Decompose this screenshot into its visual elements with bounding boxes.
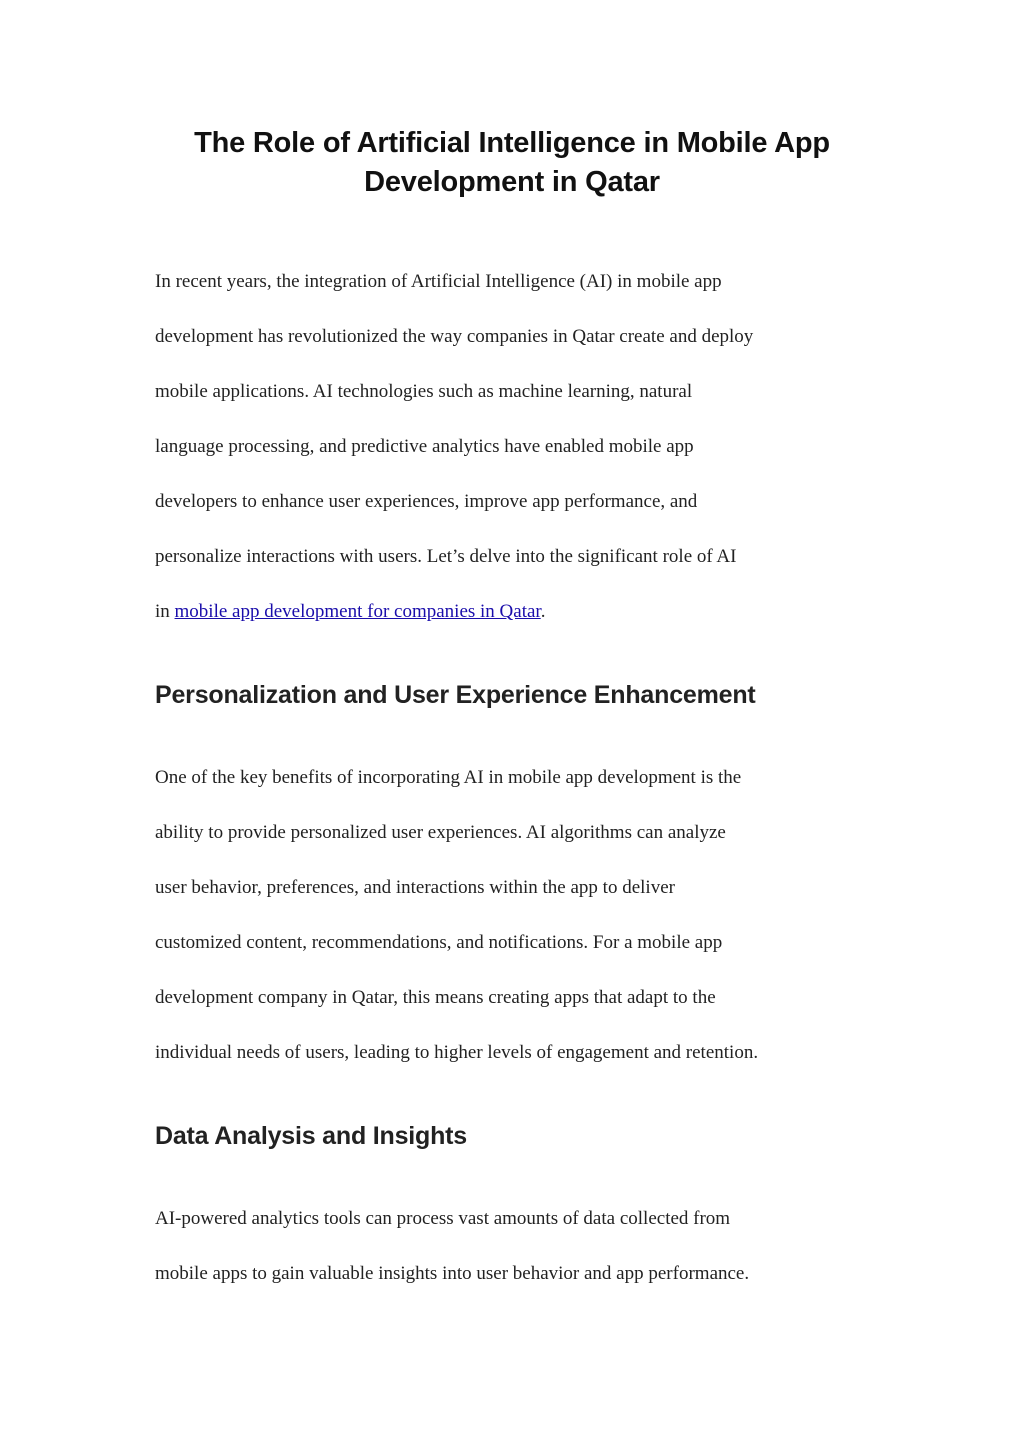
text-line: user behavior, preferences, and interactions within the app to deliver <box>155 877 675 898</box>
text-line: AI-powered analytics tools can process vast amounts of data collected from <box>155 1208 731 1229</box>
title-line: The Role of Artificial Intelligence in Mobile App <box>194 127 830 159</box>
text-line: customized content, recommendations, and notifications. For a mobile app <box>155 932 723 953</box>
text-line: individual needs of users, leading to higher levels of engagement and retention. <box>155 1042 759 1063</box>
text-line: One of the key benefits of incorporating AI in mobile app development is the <box>155 767 742 788</box>
link-suffix: . <box>540 601 546 622</box>
text-line: mobile apps to gain valuable insights into user behavior and app performance. <box>155 1263 750 1284</box>
text-line: developers to enhance user experiences, improve app performance, and <box>155 491 698 512</box>
text-line: language processing, and predictive analytics have enabled mobile app <box>155 436 694 457</box>
link-prefix: in <box>155 601 175 622</box>
personalization-paragraph <box>155 750 885 1080</box>
text-line: In recent years, the integration of Artificial Intelligence (AI) in mobile app <box>155 271 722 292</box>
text-line: ability to provide personalized user experiences. AI algorithms can analyze <box>155 822 726 843</box>
text-line <box>155 584 885 639</box>
data-analysis-paragraph <box>155 1191 885 1301</box>
text-line: development has revolutionized the way companies in Qatar create and deploy <box>155 326 754 347</box>
title-line: Development in Qatar <box>364 166 660 198</box>
section-heading-personalization: Personalization and User Experience Enhancement <box>155 681 756 709</box>
text-line: development company in Qatar, this means creating apps that adapt to the <box>155 987 716 1008</box>
section-heading-data-analysis: Data Analysis and Insights <box>155 1122 468 1150</box>
page-title <box>150 124 874 202</box>
text-line: personalize interactions with users. Let’s delve into the significant role of AI <box>155 546 737 567</box>
mobile-app-development-link[interactable]: mobile app development for companies in Qatar <box>174 601 541 622</box>
intro-paragraph <box>155 254 885 639</box>
text-line: mobile applications. AI technologies such as machine learning, natural <box>155 381 693 402</box>
